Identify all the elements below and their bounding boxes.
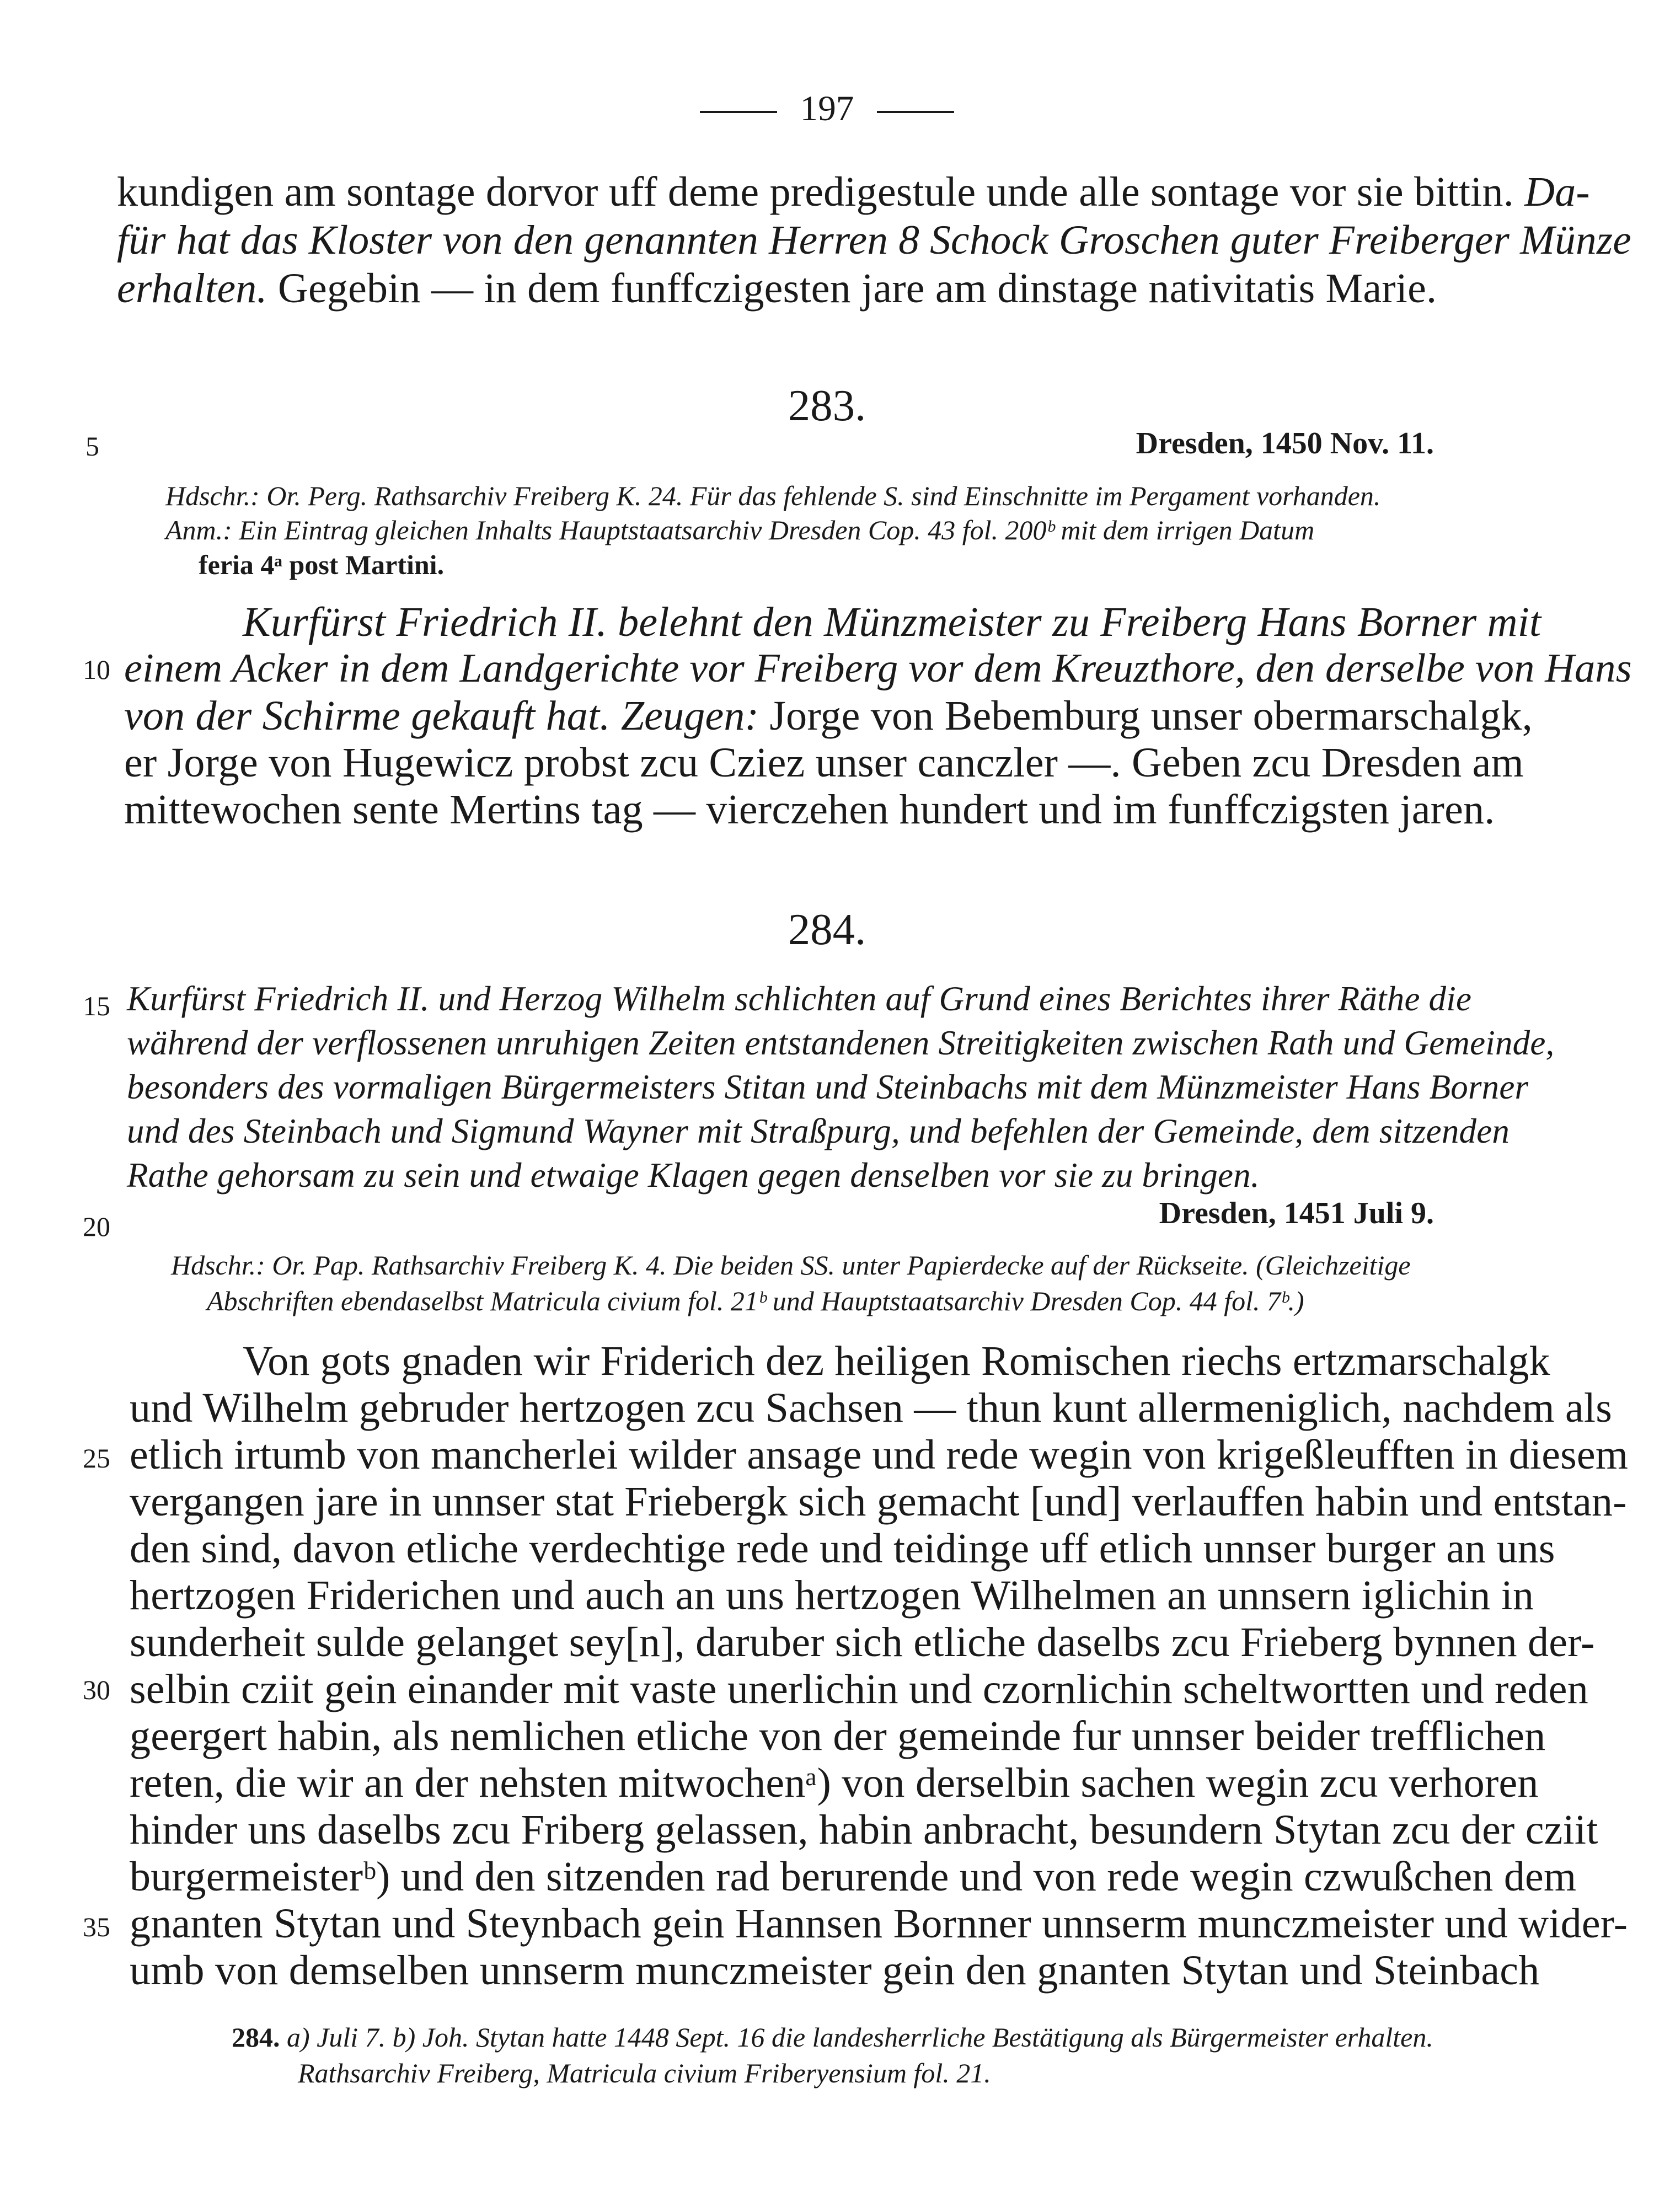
doc284-body-line-2: und Wilhelm gebruder hertzogen zcu Sachsen — thun kunt allermeniglich, nachdem als bbox=[130, 1385, 1613, 1431]
doc284-body-line-7: sunderheit sulde gelanget sey[n], daruber sich etliche daselbs zcu Frieberg bynnen der- bbox=[130, 1619, 1595, 1665]
doc284-summary-line-2: während der verflossenen unruhigen Zeiten entstandenen Streitigkeiten zwischen Rath und Gemeinde, bbox=[127, 1024, 1555, 1062]
margin-number-10: 10 bbox=[83, 654, 110, 685]
doc284-note-line-2: Abschriften ebendaselbst Matricula civium fol. 21ᵇ und Hauptstaatsarchiv Dresden Cop. 44 fol. 7ᵇ.) bbox=[207, 1286, 1304, 1316]
header-rule-right bbox=[877, 111, 954, 113]
doc284-note-line-1: Hdschr.: Or. Pap. Rathsarchiv Freiberg K. 4. Die beiden SS. unter Papierdecke auf der Rückseite. (Gleichzeitige bbox=[171, 1250, 1411, 1281]
footnote-line-1 bbox=[232, 2021, 1433, 2053]
doc283-date: Dresden, 1450 Nov. 11. bbox=[1136, 426, 1434, 460]
margin-number-5: 5 bbox=[85, 431, 99, 462]
doc283-text-line-3-text: Jorge von Bebemburg unser obermarschalgk, bbox=[759, 693, 1533, 739]
doc284-body-line-9: geergert habin, als nemlichen etliche von der gemeinde fur unnser beider trefflichen bbox=[130, 1713, 1546, 1759]
intro-line-3 bbox=[117, 265, 1437, 313]
doc284-body-line-13: gnanten Stytan und Steynbach gein Hannsen Bornner unnserm munczmeister und wider- bbox=[130, 1900, 1628, 1947]
footnote-line-2: Rathsarchiv Freiberg, Matricula civium Friberyensium fol. 21. bbox=[298, 2058, 991, 2088]
doc283-text-line-2 bbox=[124, 645, 1632, 692]
intro-line-2-italic: für hat das Kloster von den genannten Herren 8 Schock Groschen guter Freiberger Münze bbox=[117, 217, 1632, 263]
doc283-note-bold: feria 4ᵃ post Martini. bbox=[199, 549, 445, 580]
doc284-body-line-4: vergangen jare in unnser stat Friebergk sich gemacht [und] verlauffen habin und entstan- bbox=[130, 1479, 1627, 1525]
doc283-text-line-5: mittewochen sente Mertins tag — vierczehen hundert und im funffczigsten jaren. bbox=[124, 786, 1495, 833]
doc284-body-line-1: Von gots gnaden wir Friderich dez heiligen Romischen riechs ertzmarschalgk bbox=[243, 1338, 1550, 1384]
margin-number-25: 25 bbox=[83, 1443, 110, 1474]
intro-line-1 bbox=[117, 168, 1590, 216]
intro-line-1-italic: Da- bbox=[1524, 169, 1590, 215]
doc284-body-line-12: burgermeisterᵇ) und den sitzenden rad berurende und von rede wegin czwußchen dem bbox=[130, 1854, 1577, 1900]
doc284-summary-line-4: und des Steinbach und Sigmund Wayner mit Straßpurg, und befehlen der Gemeinde, dem sitzenden bbox=[127, 1112, 1510, 1150]
doc284-body-line-6: hertzogen Friderichen und auch an uns hertzogen Wilhelmen an unnsern iglichin in bbox=[130, 1572, 1534, 1619]
doc283-text-line-4: er Jorge von Hugewicz probst zcu Cziez unser canczler —. Geben zcu Dresden am bbox=[124, 740, 1524, 786]
doc284-body-line-11: hinder uns daselbs zcu Friberg gelassen, habin anbracht, besundern Stytan zcu der cziit bbox=[130, 1807, 1598, 1853]
doc284-body-line-10: reten, die wir an der nehsten mitwochenᵃ) von derselbin sachen wegin zcu verhoren bbox=[130, 1760, 1539, 1806]
footnote-line-1-text: a) Juli 7. b) Joh. Stytan hatte 1448 Sept. 16 die landesherrliche Bestätigung als Bürgermeister erhalten. bbox=[287, 2022, 1433, 2053]
doc283-text-line-3-italic: von der Schirme gekauft hat. Zeugen: bbox=[124, 693, 759, 739]
doc284-date: Dresden, 1451 Juli 9. bbox=[1159, 1196, 1434, 1230]
intro-line-2 bbox=[117, 217, 1631, 264]
doc283-text-line-2-italic: einem Acker in dem Landgerichte vor Freiberg vor dem Kreuzthore, den derselbe von Hans bbox=[124, 646, 1632, 691]
doc284-body-line-3: etlich irtumb von mancherlei wilder ansage und rede wegin von krigeßleufften in diesem bbox=[130, 1432, 1629, 1478]
margin-number-15: 15 bbox=[83, 990, 110, 1021]
doc283-text-line-1 bbox=[243, 598, 1541, 646]
doc284-body-line-14: umb von demselben unnserm munczmeister gein den gnanten Stytan und Steinbach bbox=[130, 1947, 1540, 1994]
doc283-note-line-1: Hdschr.: Or. Perg. Rathsarchiv Freiberg K. 24. Für das fehlende S. sind Einschnitte im Pergament vorhanden. bbox=[165, 480, 1381, 511]
intro-line-3-text: Gegebin — in dem funffczigesten jare am dinstage nativitatis Marie. bbox=[267, 265, 1437, 312]
header-rule-left bbox=[700, 111, 777, 113]
footnote-label: 284. bbox=[232, 2022, 280, 2053]
doc284-summary-line-1: Kurfürst Friedrich II. und Herzog Wilhelm schlichten auf Grund eines Berichtes ihrer Räthe die bbox=[127, 979, 1472, 1018]
doc283-number: 283. bbox=[788, 381, 866, 430]
margin-number-30: 30 bbox=[83, 1674, 110, 1705]
intro-line-3-italic: erhalten. bbox=[117, 265, 267, 312]
page-number: 197 bbox=[800, 89, 854, 128]
margin-number-35: 35 bbox=[83, 1911, 110, 1942]
intro-line-1-text: kundigen am sontage dorvor uff deme predigestule unde alle sontage vor sie bittin. bbox=[117, 169, 1525, 215]
page-header bbox=[0, 88, 1654, 130]
margin-number-20: 20 bbox=[83, 1211, 110, 1242]
doc284-number: 284. bbox=[788, 905, 866, 954]
doc283-text-line-1-italic: Kurfürst Friedrich II. belehnt den Münzmeister zu Freiberg Hans Borner mit bbox=[243, 599, 1541, 645]
doc283-note-line-2: Anm.: Ein Eintrag gleichen Inhalts Hauptstaatsarchiv Dresden Cop. 43 fol. 200ᵇ mit dem irrigen Datum bbox=[165, 515, 1315, 545]
doc284-body-line-5: den sind, davon etliche verdechtige rede und teidinge uff etlich unnser burger an uns bbox=[130, 1525, 1555, 1572]
doc283-text-line-3 bbox=[124, 692, 1533, 740]
doc284-summary-line-3: besonders des vormaligen Bürgermeisters Stitan und Steinbachs mit dem Münzmeister Hans Borner bbox=[127, 1068, 1529, 1106]
doc284-body-line-8: selbin cziit gein einander mit vaste unerlichin und czornlichin scheltwortten und reden bbox=[130, 1666, 1588, 1712]
doc284-summary-line-5: Rathe gehorsam zu sein und etwaige Klagen gegen denselben vor sie zu bringen. bbox=[127, 1156, 1260, 1195]
